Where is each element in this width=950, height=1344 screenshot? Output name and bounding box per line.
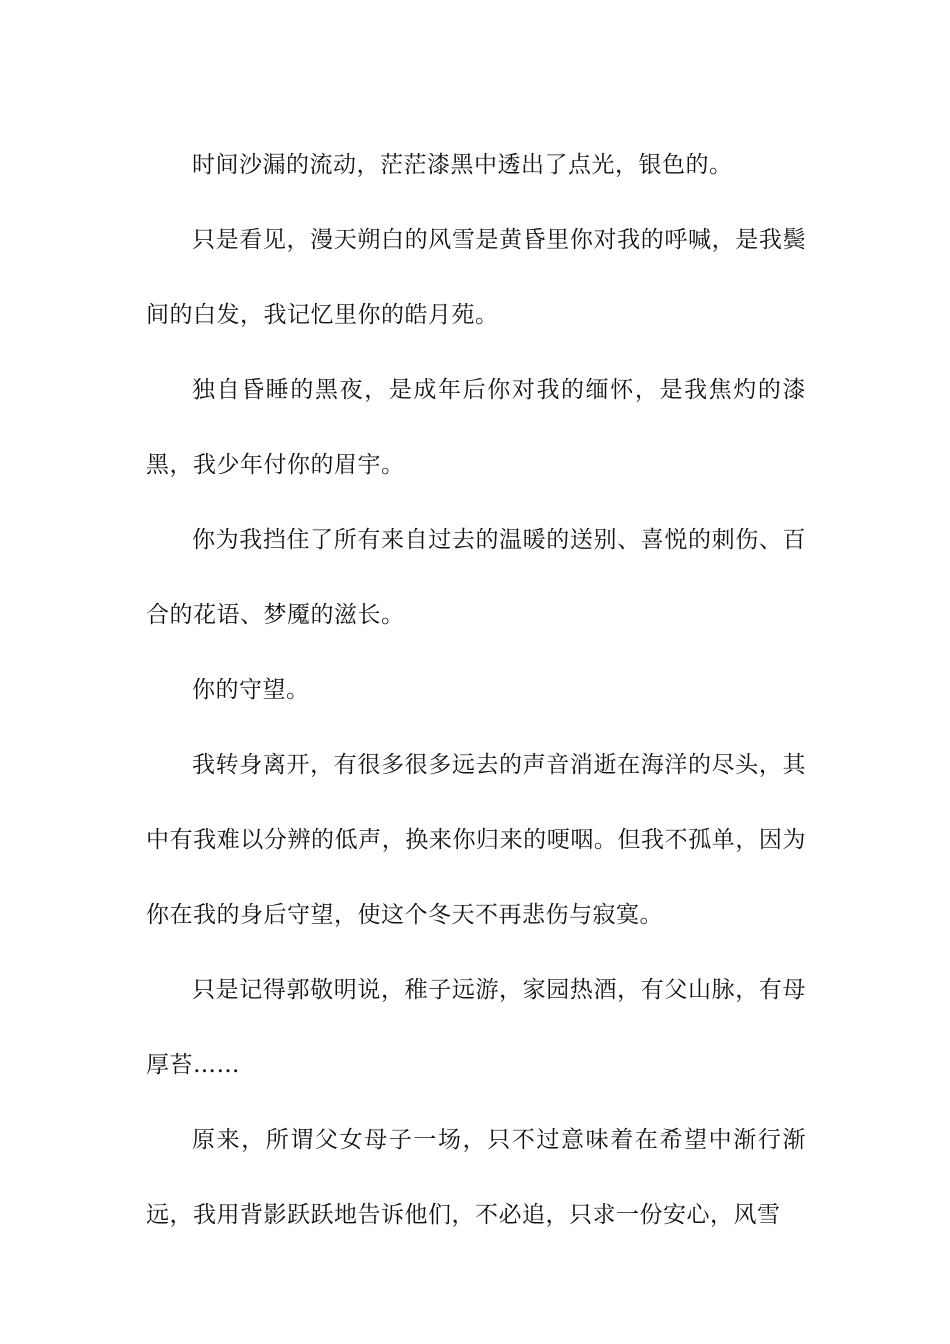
- paragraph: 你的守望。: [192, 677, 310, 703]
- paragraph: 只是记得郭敬明说，稚子远游，家园热酒，有父山脉，有母厚苔……: [146, 977, 806, 1078]
- paragraph: 原来，所谓父女母子一场，只不过意味着在希望中渐行渐远，我用背影跃跃地告诉他们，不必追，只求一份安心，风雪: [146, 1127, 806, 1228]
- paragraph: 只是看见，漫天朔白的风雪是黄昏里你对我的呼喊，是我鬓间的白发，我记忆里你的皓月苑。: [146, 227, 806, 328]
- paragraph: 独自昏睡的黑夜，是成年后你对我的缅怀，是我焦灼的漆黑，我少年付你的眉宇。: [146, 377, 806, 478]
- paragraph: 我转身离开，有很多很多远去的声音消逝在海洋的尽头，其中有我难以分辨的低声，换来你归来的哽咽。但我不孤单，因为你在我的身后守望，使这个冬天不再悲伤与寂寞。: [146, 752, 806, 928]
- document-body: [146, 128, 806, 1253]
- paragraph: 你为我挡住了所有来自过去的温暖的送别、喜悦的刺伤、百合的花语、梦魇的滋长。: [146, 527, 806, 628]
- paragraph: 时间沙漏的流动，茫茫漆黑中透出了点光，银色的。: [192, 152, 733, 178]
